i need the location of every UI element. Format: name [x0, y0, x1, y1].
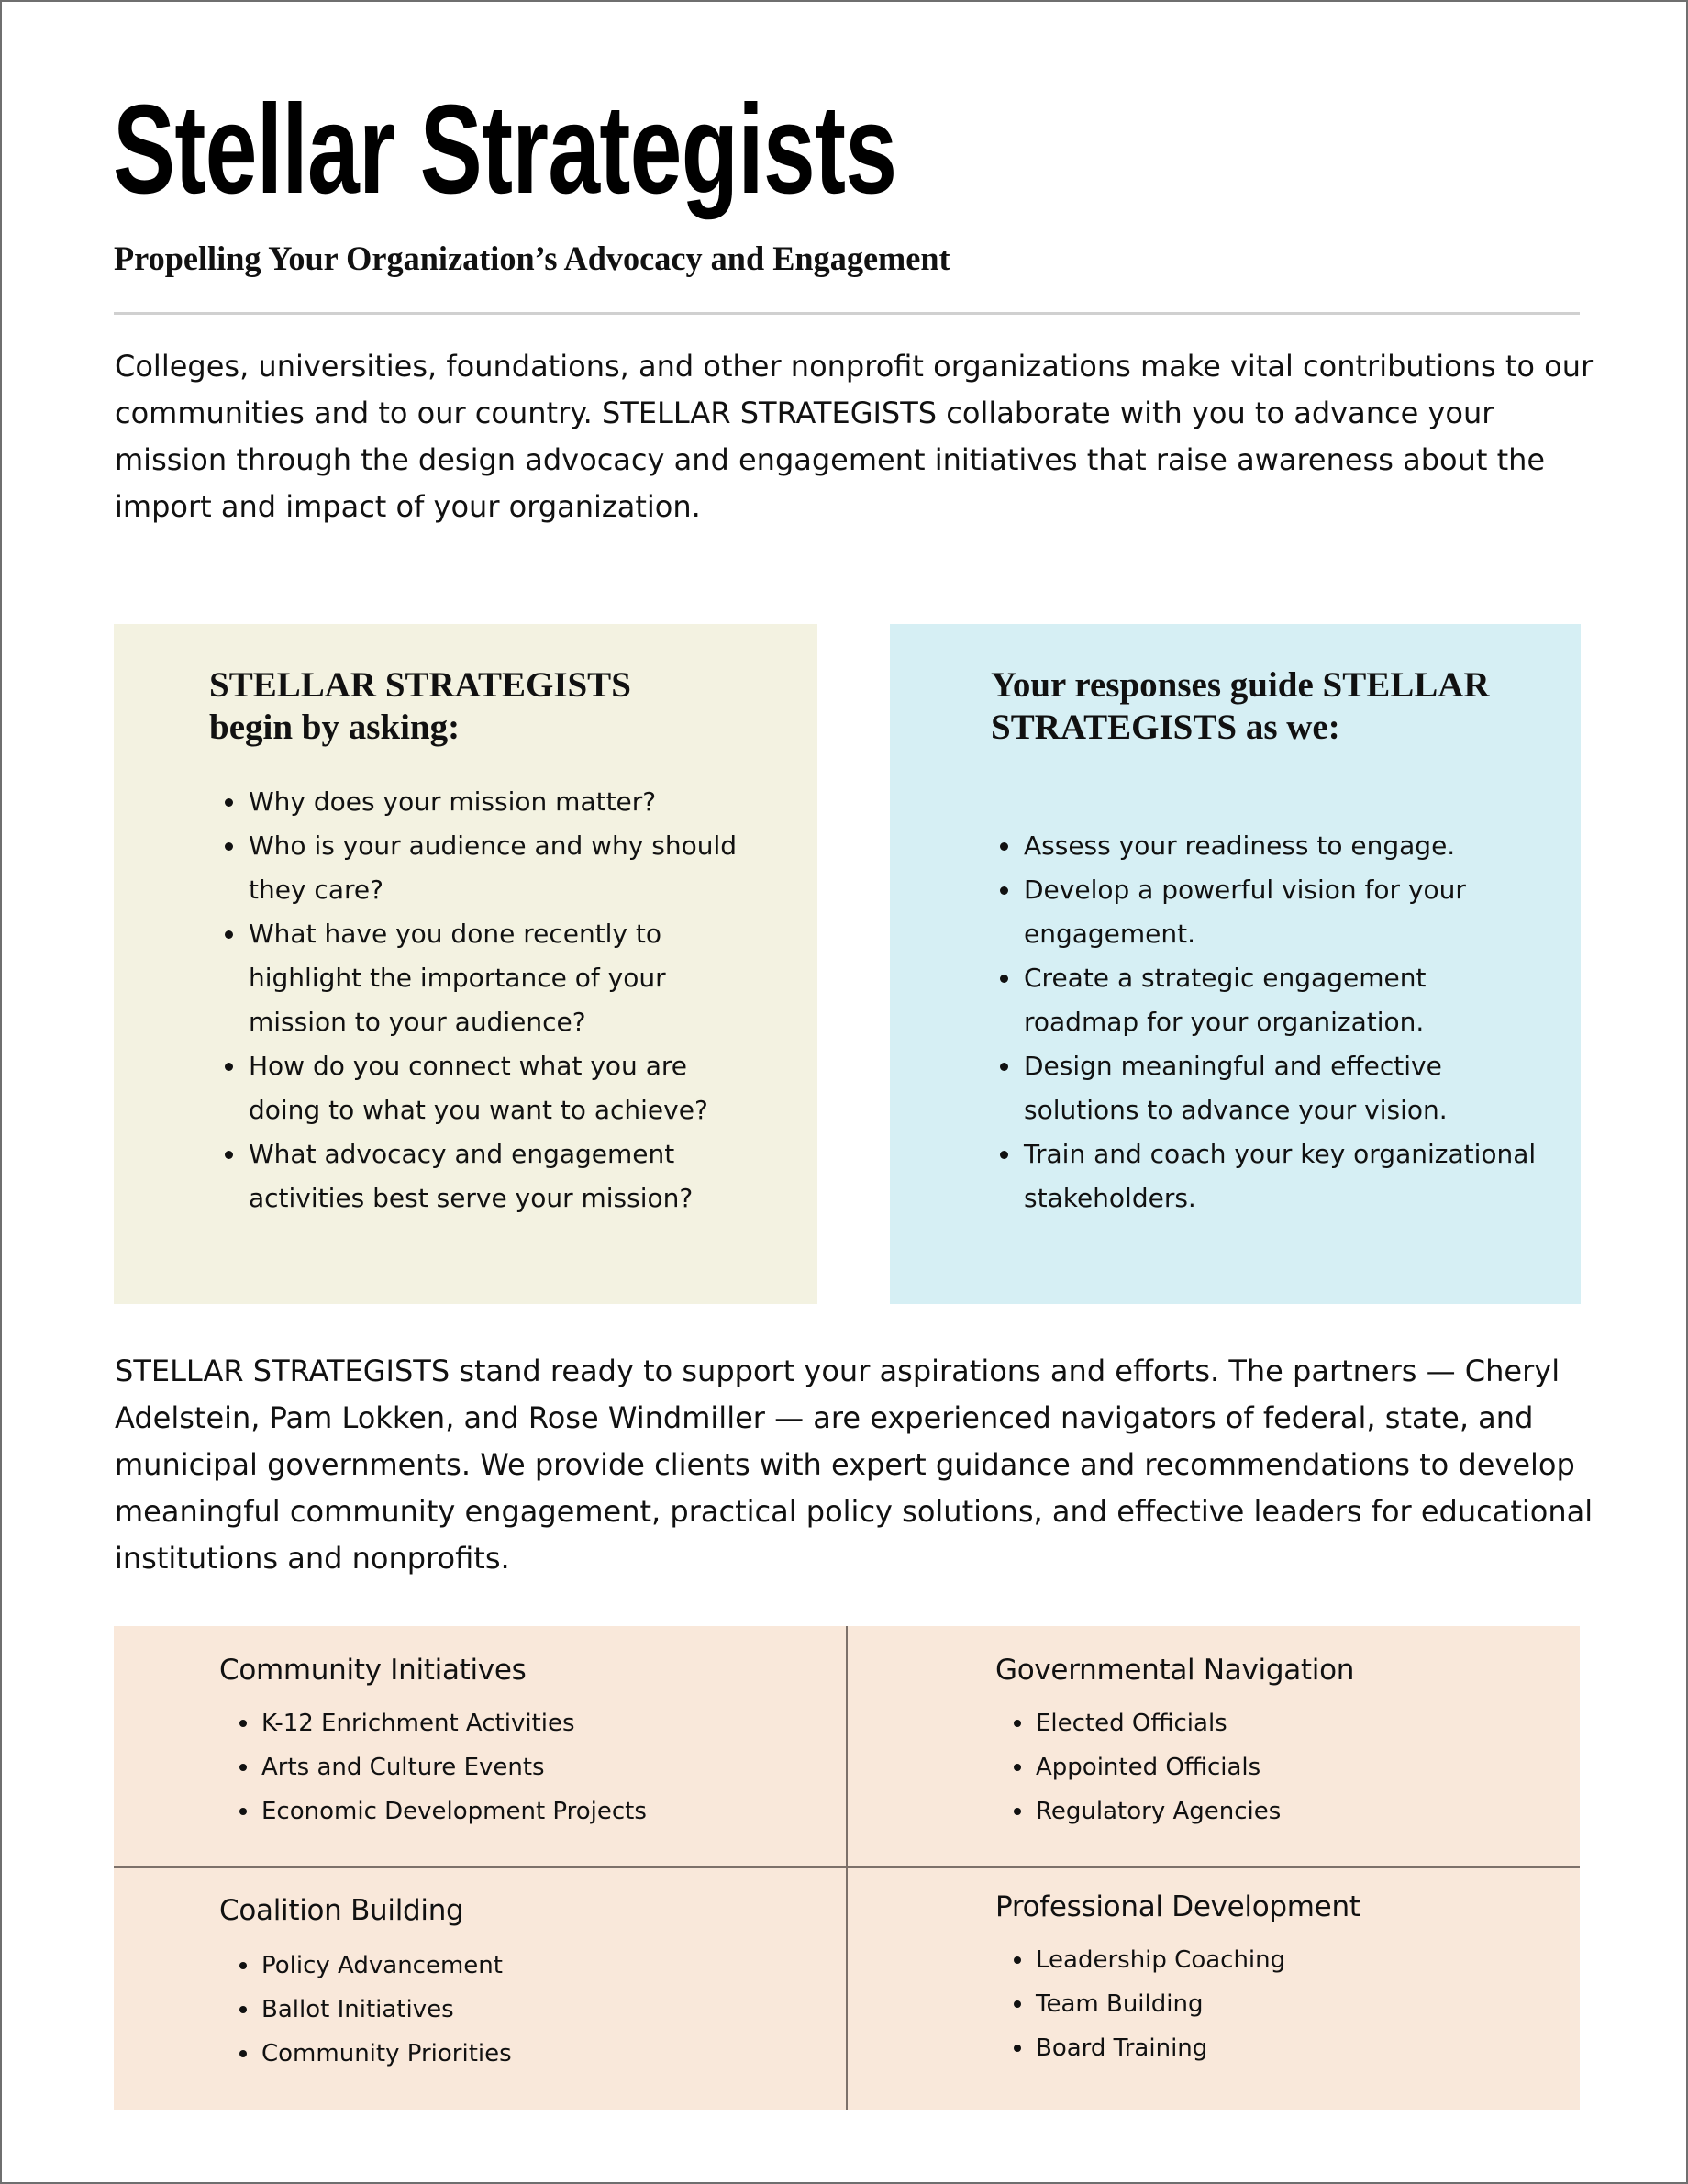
- questions-box: [114, 624, 817, 1304]
- service-list: [1036, 1938, 1285, 2070]
- list-item-text: Develop a powerful vision for your engagement.: [1024, 875, 1466, 949]
- list-item: [1036, 1701, 1281, 1745]
- list-item: [1036, 1745, 1281, 1789]
- service-cell-professional-development: [848, 1868, 1580, 2109]
- list-item-text: K-12 Enrichment Activities: [261, 1710, 575, 1737]
- bullet-icon: [1014, 2000, 1021, 2008]
- list-item: [261, 1745, 647, 1789]
- list-item-text: Ballot Initiatives: [261, 1996, 454, 2023]
- list-item-text: Create a strategic engagement roadmap for your organization.: [1024, 963, 1427, 1037]
- list-item-text: Train and coach your key organizational stakeholders.: [1024, 1139, 1537, 1213]
- bullet-icon: [1014, 1764, 1021, 1771]
- list-item-text: Assess your readiness to engage.: [1024, 830, 1456, 861]
- bullet-icon: [1014, 1720, 1021, 1727]
- list-item: [1036, 1938, 1285, 1982]
- list-item-text: How do you connect what you are doing to what you want to achieve?: [249, 1051, 708, 1125]
- bullet-icon: [1000, 886, 1008, 895]
- list-item: [1024, 824, 1547, 868]
- questions-heading-line2: begin by asking:: [209, 708, 461, 747]
- service-cell-community-initiatives: [114, 1626, 846, 1866]
- bullet-icon: [225, 1063, 233, 1071]
- list-item-text: Design meaningful and effective solutions to advance your vision.: [1024, 1051, 1448, 1125]
- bullet-icon: [1000, 975, 1008, 983]
- bullet-icon: [225, 842, 233, 851]
- list-item-text: Team Building: [1036, 1990, 1204, 2018]
- bullet-icon: [1014, 1808, 1021, 1815]
- list-item: [1036, 2026, 1285, 2070]
- list-item-text: Regulatory Agencies: [1036, 1798, 1282, 1825]
- service-heading: Community Initiatives: [219, 1654, 527, 1687]
- list-item-text: Community Priorities: [261, 2040, 512, 2067]
- bullet-icon: [225, 930, 233, 939]
- bullet-icon: [225, 798, 233, 807]
- questions-heading-line1: STELLAR STRATEGISTS: [209, 665, 631, 705]
- page-subtitle: Propelling Your Organization’s Advocacy and Engagement: [114, 240, 950, 278]
- service-heading: Governmental Navigation: [995, 1654, 1355, 1687]
- intro-paragraph: Colleges, universities, foundations, and other nonprofit organizations make vital contributions to our communities and to our country. STELLAR STRATEGISTS collaborate with you to advance your mission through the design advocacy and engagement initiatives that raise awareness about the import and impact of your organization.: [115, 349, 1594, 524]
- list-item-text: Who is your audience and why should they care?: [249, 830, 737, 905]
- service-heading: Professional Development: [995, 1890, 1360, 1923]
- list-item-text: Arts and Culture Events: [261, 1754, 545, 1781]
- page-title: Stellar Strategists: [113, 79, 897, 220]
- list-item: [1024, 1044, 1547, 1132]
- list-item: [1036, 1789, 1281, 1833]
- bullet-icon: [239, 2050, 247, 2057]
- service-list: [1036, 1701, 1281, 1833]
- list-item: [1024, 868, 1547, 956]
- bullet-icon: [1014, 1956, 1021, 1964]
- bullet-icon: [1014, 2045, 1021, 2052]
- list-item: [249, 1044, 762, 1132]
- bullet-icon: [1000, 842, 1008, 851]
- service-list: [261, 1944, 512, 2076]
- list-item-text: What advocacy and engagement activities best serve your mission?: [249, 1139, 694, 1213]
- bullet-icon: [239, 1764, 247, 1771]
- list-item-text: Leadership Coaching: [1036, 1946, 1286, 1974]
- service-cell-governmental-navigation: [848, 1626, 1580, 1866]
- list-item: [261, 1944, 512, 1988]
- bullet-icon: [239, 1962, 247, 1969]
- list-item: [249, 824, 762, 912]
- list-item: [261, 2032, 512, 2076]
- list-item-text: Appointed Officials: [1036, 1754, 1261, 1781]
- list-item: [1024, 956, 1547, 1044]
- list-item: [249, 912, 762, 1044]
- bullet-icon: [239, 1720, 247, 1727]
- bullet-icon: [1000, 1151, 1008, 1159]
- list-item: [261, 1988, 512, 2032]
- list-item: [261, 1701, 647, 1745]
- list-item-text: Board Training: [1036, 2034, 1208, 2062]
- questions-list: [249, 780, 762, 1220]
- service-cell-coalition-building: [114, 1868, 846, 2109]
- bullet-icon: [225, 1151, 233, 1159]
- list-item: [1036, 1982, 1285, 2026]
- list-item-text: Economic Development Projects: [261, 1798, 647, 1825]
- header-divider: [114, 312, 1580, 315]
- list-item-text: What have you done recently to highlight the importance of your mission to your audience?: [249, 919, 666, 1037]
- list-item: [249, 1132, 762, 1220]
- approach-box: [890, 624, 1581, 1304]
- list-item: [249, 780, 762, 824]
- approach-list: [1024, 824, 1547, 1220]
- service-heading: Coalition Building: [219, 1894, 464, 1927]
- partners-paragraph: STELLAR STRATEGISTS stand ready to support your aspirations and efforts. The partners — Cheryl Adelstein, Pam Lokken, and Rose Windmiller — are experienced navigators of federal, state, and municipal governments. We provide clients with expert guidance and recommendations to develop meaningful community engagement, practical policy solutions, and effective leaders for educational institutions and nonprofits.: [115, 1354, 1594, 1576]
- list-item: [1024, 1132, 1547, 1220]
- list-item: [261, 1789, 647, 1833]
- bullet-icon: [239, 1808, 247, 1815]
- bullet-icon: [239, 2006, 247, 2013]
- questions-heading: [209, 664, 686, 749]
- service-list: [261, 1701, 647, 1833]
- grid-horizontal-divider: [114, 1866, 1580, 1868]
- list-item-text: Policy Advancement: [261, 1952, 503, 1979]
- list-item-text: Elected Officials: [1036, 1710, 1227, 1737]
- bullet-icon: [1000, 1063, 1008, 1071]
- services-grid: [114, 1626, 1580, 2110]
- approach-heading: Your responses guide STELLAR STRATEGISTS as we:: [991, 665, 1490, 747]
- list-item-text: Why does your mission matter?: [249, 786, 657, 817]
